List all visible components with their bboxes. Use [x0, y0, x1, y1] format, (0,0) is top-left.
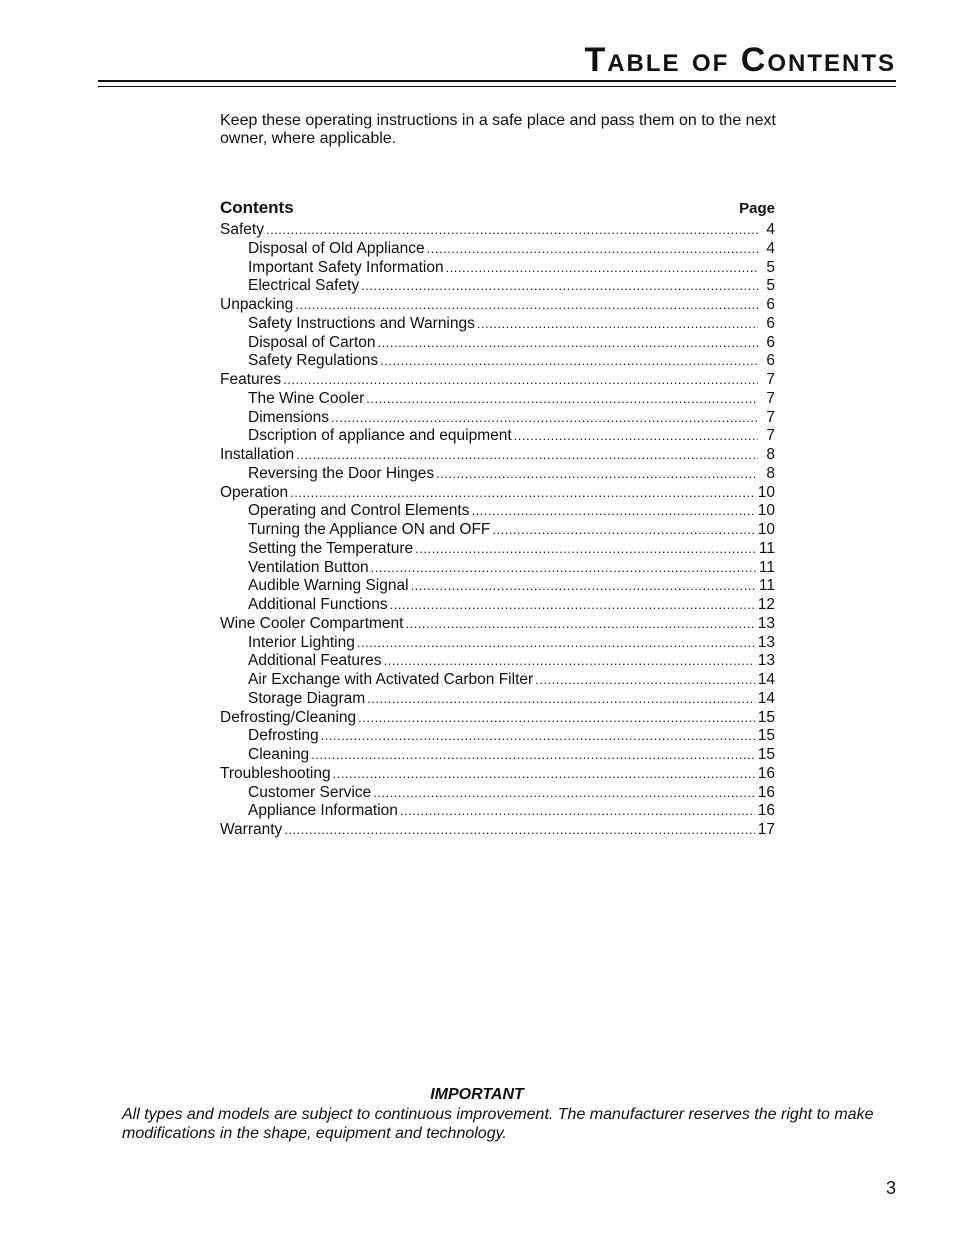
toc-entry-page: 8 — [766, 446, 775, 463]
toc-entry-page: 16 — [757, 764, 775, 782]
page-number: 3 — [885, 1178, 896, 1198]
toc-entry-label: Disposal of Old Appliance — [248, 239, 425, 257]
toc-leader-dots — [492, 521, 754, 540]
toc-leader-dots — [378, 334, 758, 353]
toc-entry-label: Cleaning — [248, 746, 310, 763]
toc-entry-page: 7 — [766, 371, 775, 388]
toc-entry-label: Electrical Safety — [248, 277, 360, 295]
toc-list — [220, 221, 775, 840]
toc-leader-dots — [427, 240, 758, 259]
toc-entry — [220, 615, 775, 634]
toc-entry — [220, 484, 775, 503]
toc-subentry — [220, 465, 775, 484]
toc-entry-label: Turning the Appliance ON and OFF — [248, 521, 491, 538]
toc-entry-page: 10 — [757, 521, 775, 538]
toc-leader-dots — [446, 259, 758, 278]
toc-subentry — [220, 746, 775, 765]
toc-entry-page: 5 — [766, 277, 775, 295]
toc-entry-page: 11 — [758, 577, 775, 595]
toc-entry-page: 6 — [766, 296, 775, 313]
toc-entry-label: Safety Instructions and Warnings — [248, 314, 475, 332]
toc-entry-page: 4 — [766, 221, 775, 238]
intro-paragraph: Keep these operating instructions in a safe place and pass them on to the next owner, where applicable. — [220, 112, 776, 147]
toc-entry-label: Interior Lighting — [248, 633, 355, 651]
toc-leader-dots — [471, 502, 754, 521]
toc-entry-page: 17 — [757, 821, 775, 838]
contents-heading: Contents — [220, 198, 294, 217]
toc-entry-page: 12 — [757, 596, 775, 613]
toc-leader-dots — [361, 277, 758, 296]
toc-subentry — [220, 521, 775, 540]
toc-leader-dots — [266, 221, 758, 240]
toc-entry-page: 15 — [757, 746, 775, 763]
toc-entry-label: Additional Features — [248, 652, 382, 670]
toc-entry-label: Dimensions — [248, 408, 329, 426]
toc-entry-page: 15 — [757, 727, 775, 745]
toc-entry-label: Safety — [220, 221, 264, 238]
toc-subentry — [220, 727, 775, 746]
toc-leader-dots — [311, 746, 755, 765]
toc-leader-dots — [380, 352, 758, 371]
toc-subentry — [220, 652, 775, 671]
toc-entry-page: 6 — [766, 352, 775, 370]
toc-entry-label: Unpacking — [220, 296, 294, 313]
toc-leader-dots — [436, 465, 758, 484]
toc-entry-page: 16 — [757, 783, 775, 801]
toc-entry-page: 11 — [758, 558, 775, 576]
toc-entry — [220, 296, 775, 315]
toc-leader-dots — [390, 596, 755, 615]
toc-entry-page: 7 — [766, 427, 775, 445]
toc-subentry — [220, 596, 775, 615]
toc-leader-dots — [371, 559, 756, 578]
toc-entry-page: 6 — [766, 333, 775, 351]
toc-leader-dots — [333, 765, 755, 784]
toc-entry-label: Operating and Control Elements — [248, 502, 470, 520]
toc-leader-dots — [514, 427, 758, 446]
toc-subentry — [220, 240, 775, 259]
contents-header — [220, 198, 775, 218]
toc-subentry — [220, 315, 775, 334]
toc-entry-page: 5 — [766, 258, 775, 276]
toc-subentry — [220, 334, 775, 353]
toc-subentry — [220, 259, 775, 278]
toc-entry-label: Customer Service — [248, 783, 372, 801]
toc-entry-label: Air Exchange with Activated Carbon Filter — [248, 671, 534, 688]
toc-entry-label: Disposal of Carton — [248, 333, 376, 351]
toc-leader-dots — [415, 540, 756, 559]
toc-entry — [220, 765, 775, 784]
important-heading: IMPORTANT — [430, 1086, 524, 1103]
toc-leader-dots — [400, 802, 755, 821]
toc-entry-label: Audible Warning Signal — [248, 577, 409, 595]
toc-entry-page: 7 — [766, 389, 775, 407]
toc-entry-label: Warranty — [220, 821, 283, 838]
toc-entry-label: Important Safety Information — [248, 258, 444, 276]
toc-leader-dots — [358, 709, 755, 728]
toc-entry-label: Safety Regulations — [248, 352, 379, 370]
toc-subentry — [220, 784, 775, 803]
toc-entry — [220, 221, 775, 240]
toc-entry-label: The Wine Cooler — [248, 389, 365, 407]
toc-entry-label: Storage Diagram — [248, 689, 366, 707]
toc-entry-page: 10 — [757, 483, 775, 501]
toc-entry-label: Defrosting — [248, 727, 319, 745]
toc-leader-dots — [295, 296, 758, 315]
toc-entry-page: 16 — [757, 802, 775, 820]
toc-entry-page: 14 — [757, 689, 775, 707]
toc-leader-dots — [373, 784, 755, 803]
toc-entry-page: 10 — [757, 502, 775, 520]
toc-entry-label: Setting the Temperature — [248, 539, 414, 557]
toc-entry-label: Installation — [220, 446, 295, 463]
toc-entry-label: Dscription of appliance and equipment — [248, 427, 512, 445]
toc-entry-page: 4 — [766, 239, 775, 257]
toc-entry-page: 7 — [766, 408, 775, 426]
toc-leader-dots — [284, 821, 754, 840]
toc-leader-dots — [367, 690, 755, 709]
toc-leader-dots — [411, 577, 756, 596]
toc-subentry — [220, 277, 775, 296]
toc-subentry — [220, 352, 775, 371]
toc-subentry — [220, 502, 775, 521]
toc-entry-label: Additional Functions — [248, 596, 388, 613]
toc-entry-page: 13 — [757, 652, 775, 670]
toc-entry — [220, 371, 775, 390]
toc-entry-label: Troubleshooting — [220, 764, 331, 782]
toc-entry-label: Wine Cooler Compartment — [220, 614, 404, 632]
toc-entry-label: Appliance Information — [248, 802, 398, 820]
toc-leader-dots — [321, 727, 755, 746]
toc-entry — [220, 821, 775, 840]
toc-subentry — [220, 427, 775, 446]
toc-leader-dots — [290, 484, 755, 503]
toc-leader-dots — [405, 615, 754, 634]
page-title: Table of Contents — [584, 41, 896, 79]
title-rule-thin — [98, 86, 896, 87]
toc-leader-dots — [296, 446, 758, 465]
toc-leader-dots — [384, 652, 755, 671]
toc-entry — [220, 446, 775, 465]
toc-leader-dots — [366, 390, 758, 409]
toc-entry-page: 6 — [766, 314, 775, 332]
toc-subentry — [220, 690, 775, 709]
toc-entry-page: 14 — [757, 671, 775, 688]
toc-entry-page: 13 — [757, 614, 775, 632]
toc-leader-dots — [331, 409, 758, 428]
toc-subentry — [220, 634, 775, 653]
toc-entry-label: Operation — [220, 483, 289, 501]
toc-leader-dots — [283, 371, 758, 390]
toc-entry-page: 11 — [758, 539, 775, 557]
toc-subentry — [220, 802, 775, 821]
page-column-heading: Page — [739, 200, 775, 217]
toc-subentry — [220, 409, 775, 428]
toc-subentry — [220, 559, 775, 578]
toc-leader-dots — [357, 634, 755, 653]
toc-subentry — [220, 540, 775, 559]
toc-entry — [220, 709, 775, 728]
toc-entry-page: 8 — [766, 464, 775, 482]
toc-entry-label: Ventilation Button — [248, 558, 369, 576]
toc-leader-dots — [477, 315, 758, 334]
toc-entry-page: 13 — [757, 633, 775, 651]
important-notice: All types and models are subject to continuous improvement. The manufacturer reserves the right to make modifications in the shape, equipment and technology. — [122, 1106, 874, 1142]
toc-entry-label: Features — [220, 371, 282, 388]
toc-leader-dots — [535, 671, 755, 690]
toc-entry-label: Reversing the Door Hinges — [248, 464, 435, 482]
toc-subentry — [220, 577, 775, 596]
title-rule-thick — [98, 80, 896, 82]
toc-entry-page: 15 — [757, 708, 775, 726]
toc-subentry — [220, 671, 775, 690]
toc-entry-label: Defrosting/Cleaning — [220, 708, 357, 726]
toc-subentry — [220, 390, 775, 409]
